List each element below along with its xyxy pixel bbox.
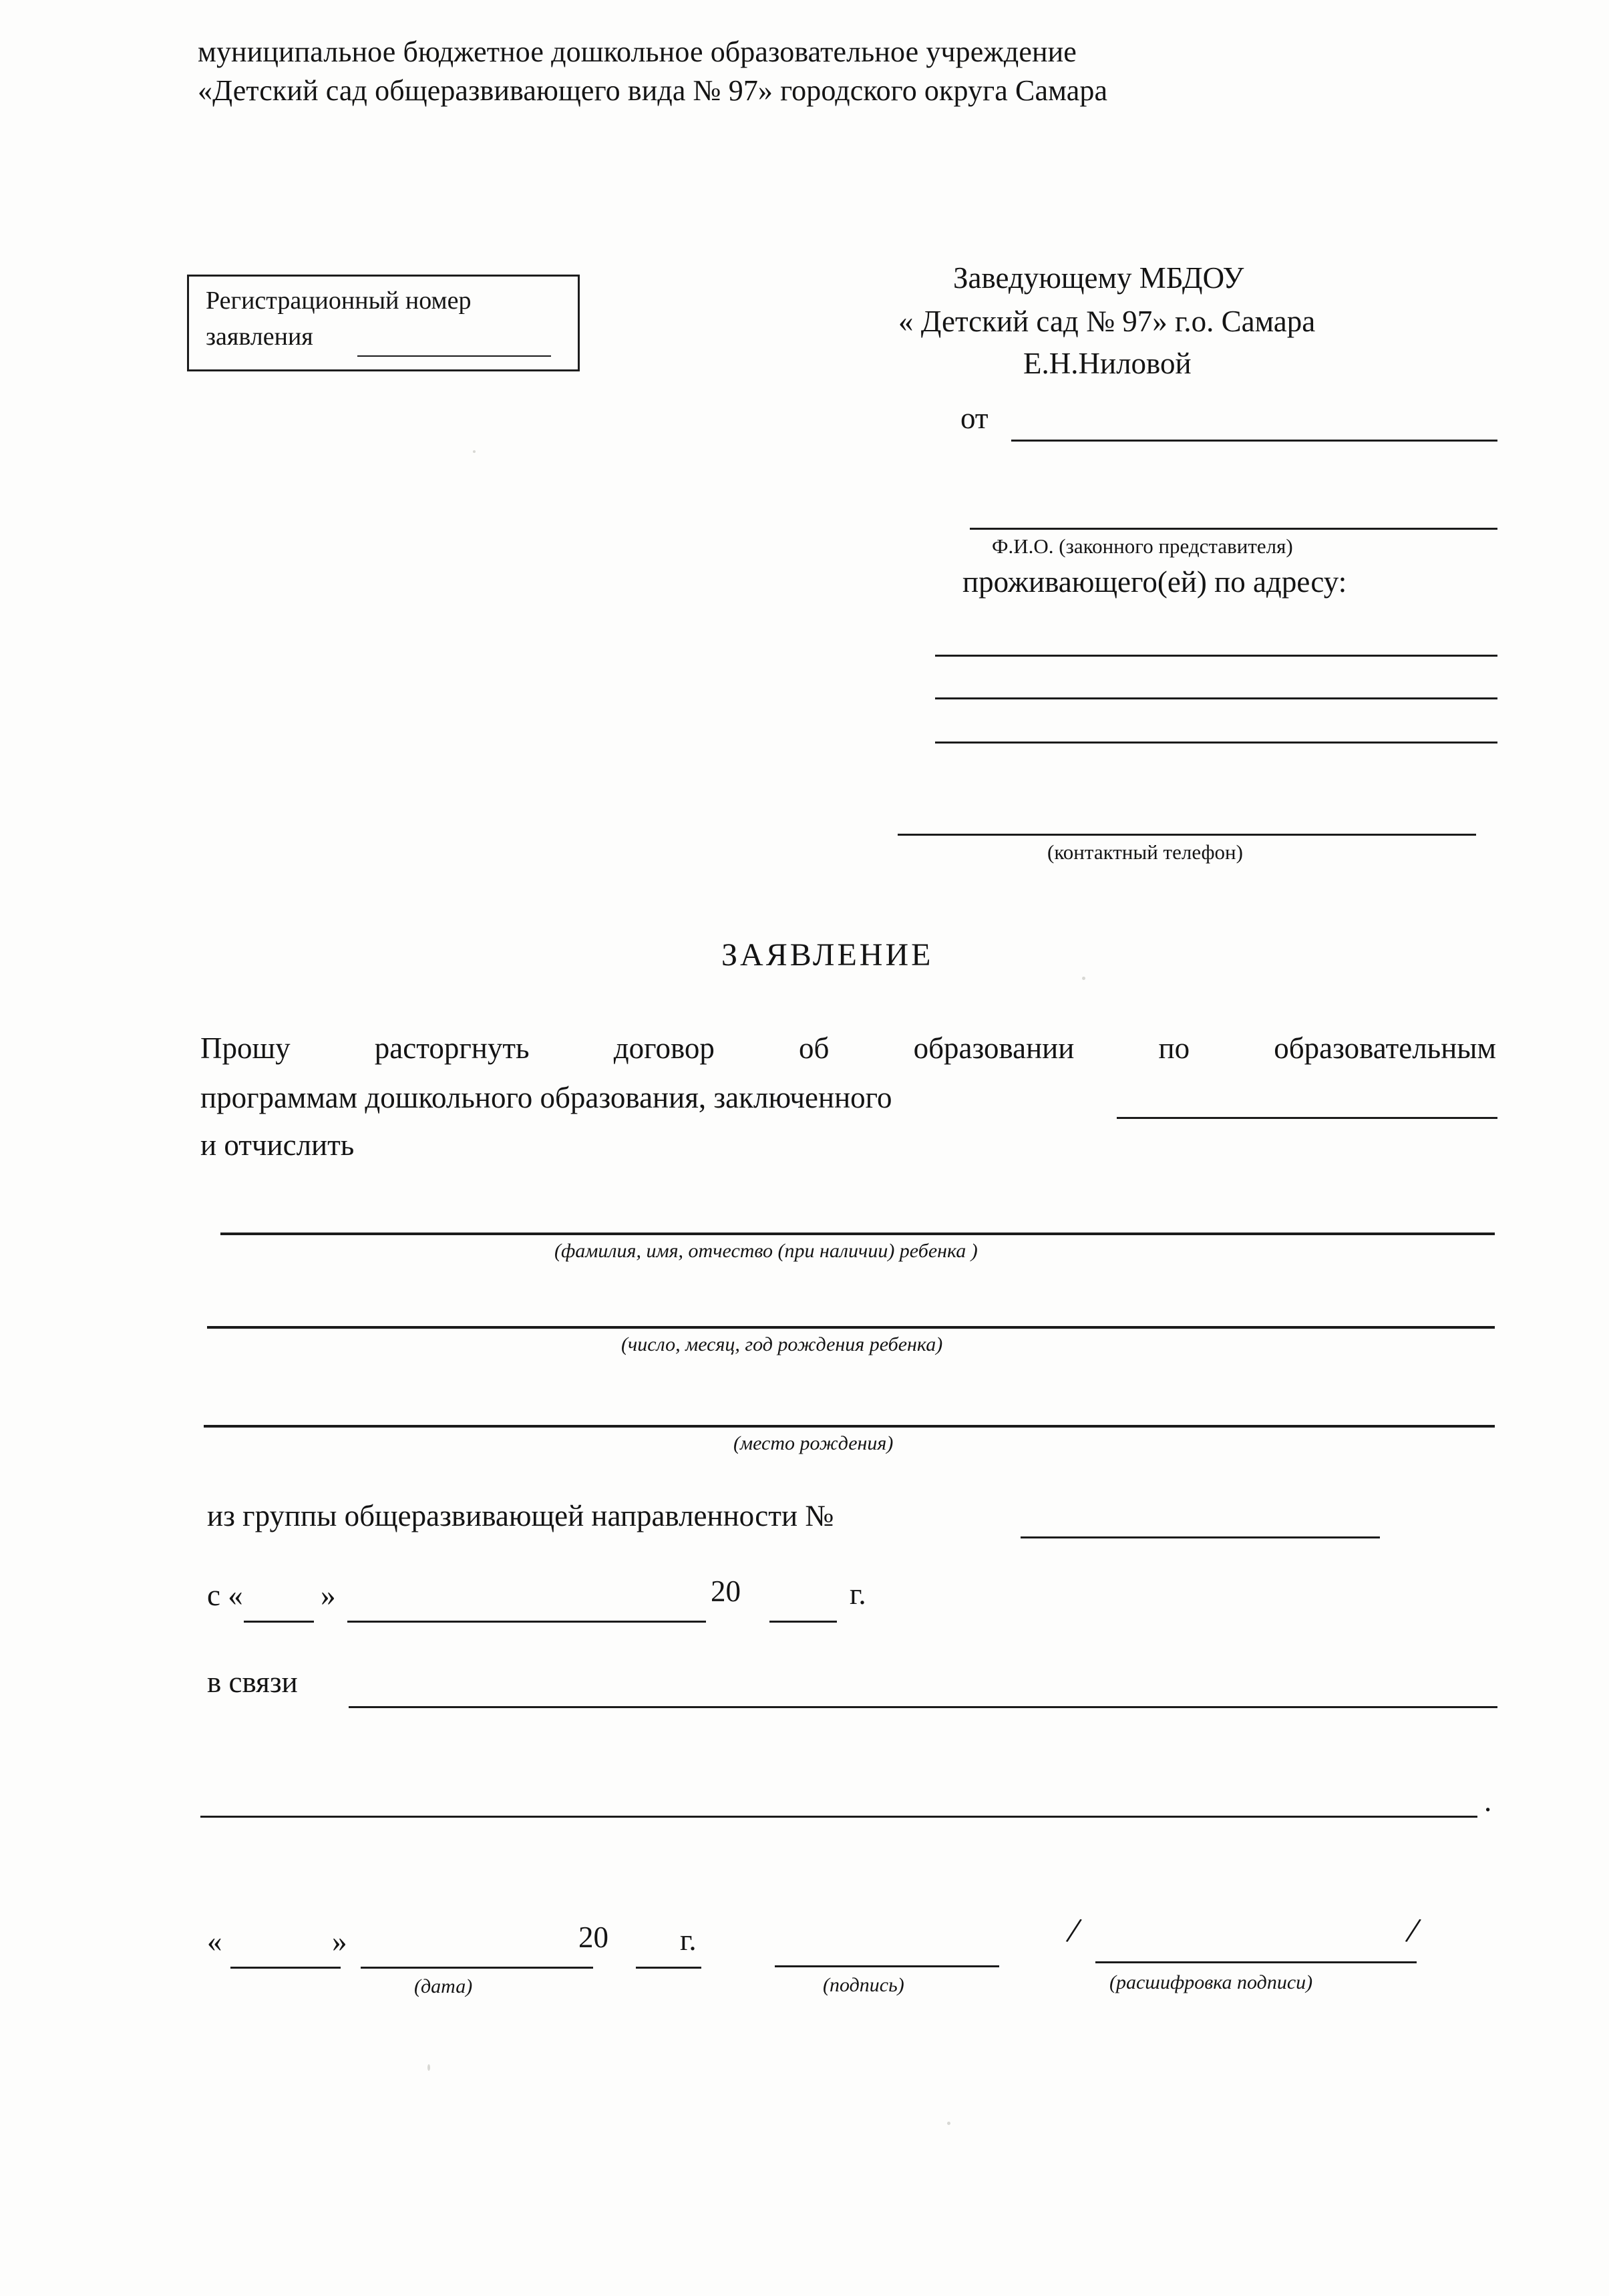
phone-input[interactable]	[898, 834, 1476, 836]
signature-date-quote-close: »	[332, 1925, 347, 1958]
signature-date-month-input[interactable]	[361, 1967, 593, 1969]
phone-caption: (контактный телефон)	[1047, 840, 1243, 864]
signature-date-year-suffix: г.	[680, 1923, 697, 1957]
transcript-slash-right-icon: /	[1403, 1909, 1423, 1952]
date-from-prefix: с «	[207, 1579, 243, 1612]
signature-date-quote-open: «	[207, 1925, 222, 1958]
from-label: от	[960, 401, 989, 435]
scan-speckle	[473, 450, 476, 453]
addressee-line-2: « Детский сад № 97» г.о. Самара	[898, 305, 1316, 338]
signature-date-year-prefix: 20	[578, 1921, 608, 1954]
reason-period: .	[1484, 1784, 1492, 1818]
child-name-input[interactable]	[220, 1233, 1495, 1235]
registration-number-label-line-1: Регистрационный номер	[206, 287, 472, 315]
signature-input[interactable]	[775, 1965, 999, 1967]
date-from-month-input[interactable]	[347, 1621, 706, 1623]
date-from-year-suffix: г.	[850, 1577, 866, 1611]
signature-date-day-input[interactable]	[230, 1967, 341, 1969]
from-name-input[interactable]	[1011, 440, 1497, 442]
address-input-line-1[interactable]	[935, 655, 1497, 657]
child-birthplace-input[interactable]	[204, 1425, 1495, 1428]
scan-speckle	[1082, 977, 1085, 980]
signature-date-year-input[interactable]	[636, 1967, 701, 1969]
registration-number-box	[187, 275, 580, 371]
scan-speckle	[427, 2064, 430, 2071]
legal-representative-caption: Ф.И.О. (законного представителя)	[992, 534, 1293, 558]
child-dob-caption: (число, месяц, год рождения ребенка)	[621, 1333, 943, 1355]
group-number-input[interactable]	[1021, 1536, 1380, 1538]
legal-representative-name-input[interactable]	[970, 528, 1497, 530]
child-name-caption: (фамилия, имя, отчество (при наличии) ребенка )	[554, 1240, 978, 1262]
institution-name-line-2: «Детский сад общеразвивающего вида № 97» городского округа Самара	[198, 74, 1108, 107]
group-label: из группы общеразвивающей направленности №	[207, 1499, 834, 1532]
signature-transcript-caption: (расшифровка подписи)	[1109, 1971, 1313, 1993]
addressee-line-3: Е.Н.Ниловой	[1023, 347, 1192, 380]
date-from-quote-close: »	[321, 1579, 336, 1612]
child-dob-input[interactable]	[207, 1326, 1495, 1329]
addressee-line-1: Заведующему МБДОУ	[953, 261, 1244, 295]
date-from-year-prefix: 20	[711, 1575, 741, 1608]
date-from-day-input[interactable]	[244, 1621, 314, 1623]
institution-name-line-1: муниципальное бюджетное дошкольное образовательное учреждение	[198, 35, 1077, 68]
child-birthplace-caption: (место рождения)	[733, 1432, 894, 1454]
signature-date-caption: (дата)	[414, 1975, 473, 1997]
registration-number-input[interactable]	[357, 355, 551, 357]
reason-input-line-1[interactable]	[349, 1706, 1497, 1708]
registration-number-label-line-2: заявления	[206, 323, 313, 351]
request-paragraph-line-2: программам дошкольного образования, заключенного	[200, 1081, 892, 1114]
request-paragraph-line-1: Прошу расторгнуть договор об образовании по образовательным	[200, 1031, 1496, 1065]
page-title: ЗАЯВЛЕНИЕ	[721, 937, 934, 973]
residence-label: проживающего(ей) по адресу:	[962, 565, 1347, 599]
signature-caption: (подпись)	[823, 1974, 904, 1996]
signature-transcript-input[interactable]	[1095, 1961, 1417, 1963]
address-input-line-3[interactable]	[935, 742, 1497, 744]
request-paragraph-line-3: и отчислить	[200, 1128, 355, 1162]
contract-number-input[interactable]	[1117, 1117, 1497, 1119]
address-input-line-2[interactable]	[935, 697, 1497, 699]
scan-speckle	[947, 2122, 950, 2125]
reason-label: в связи	[207, 1665, 298, 1699]
reason-input-line-2[interactable]	[200, 1816, 1477, 1818]
transcript-slash-left-icon: /	[1063, 1909, 1084, 1952]
date-from-year-input[interactable]	[769, 1621, 837, 1623]
